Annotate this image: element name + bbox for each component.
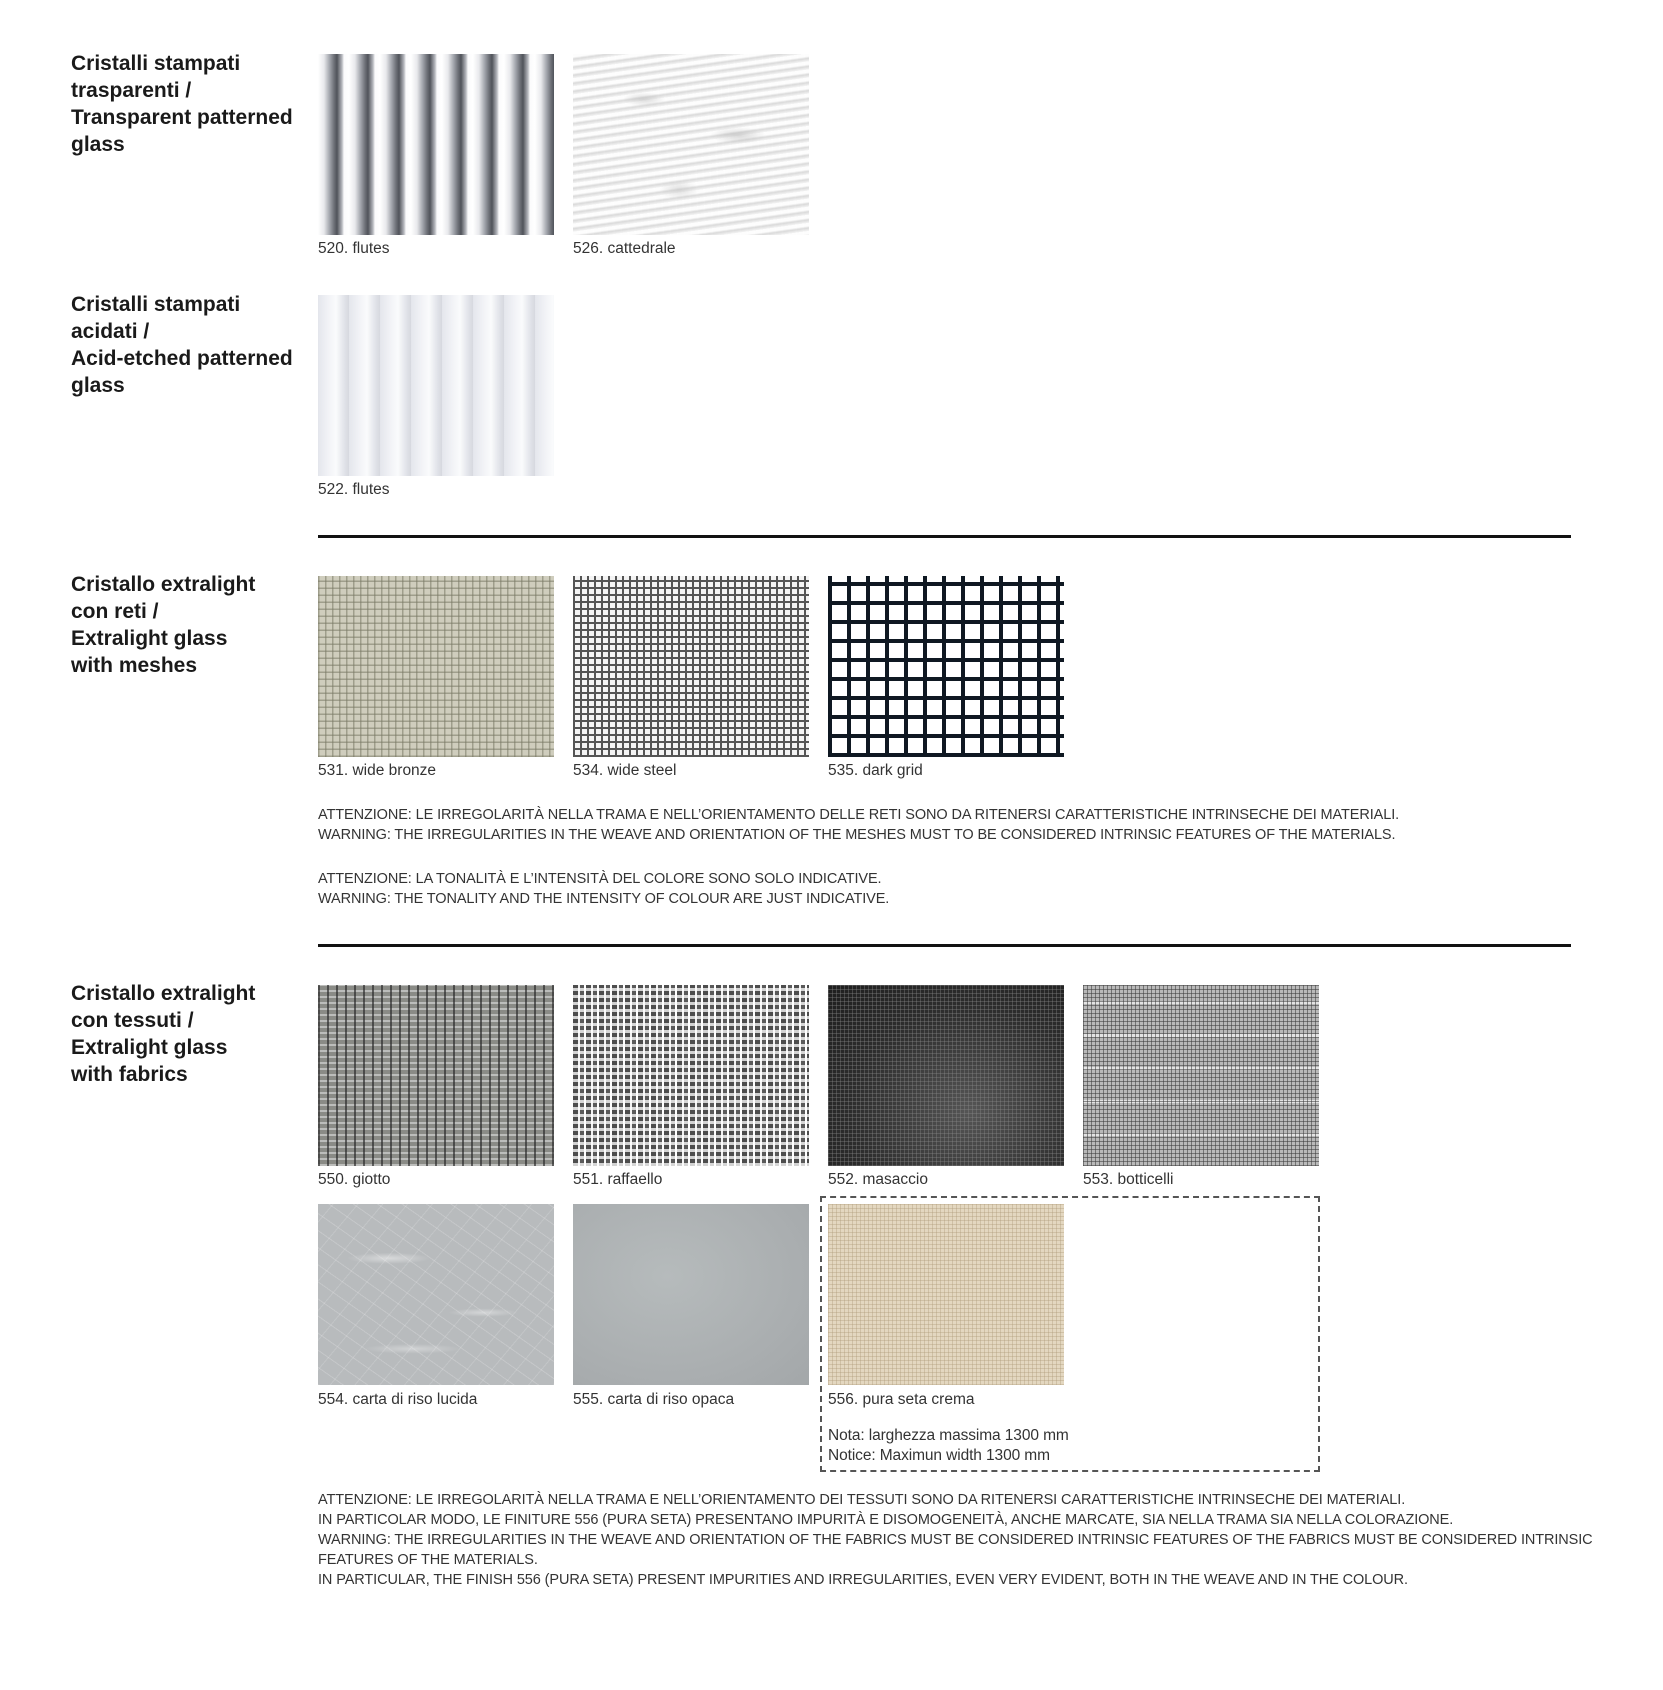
swatch-526-cattedrale[interactable] (573, 54, 809, 235)
section-title-extralight-meshes: Cristallo extralight con reti / Extralight glass with meshes (71, 573, 256, 677)
swatch-caption: 531. wide bronze (318, 762, 437, 779)
swatch-caption: 551. raffaello (573, 1171, 663, 1188)
swatch-caption: 554. carta di riso lucida (318, 1391, 478, 1408)
swatch-caption: 526. cattedrale (573, 240, 676, 257)
swatch-554-carta-di-riso-lucida[interactable] (318, 1204, 554, 1385)
note-line: ATTENZIONE: LE IRREGOLARITÀ NELLA TRAMA E NELL’ORIENTAMENTO DELLE RETI SONO DA RITENERSI CARATTERISTICHE INTRINSECHE DEI MATERIALI. (318, 807, 1400, 823)
note-line: WARNING: THE TONALITY AND THE INTENSITY OF COLOUR ARE JUST INDICATIVE. (318, 891, 890, 907)
section-title-acid-etched-patterned: Cristalli stampati acidati / Acid-etched patterned glass (71, 293, 293, 397)
note-line: ATTENZIONE: LA TONALITÀ E L’INTENSITÀ DEL COLORE SONO SOLO INDICATIVE. (318, 871, 882, 887)
swatch-caption: 535. dark grid (828, 762, 923, 779)
swatch-535-dark-grid[interactable] (828, 576, 1064, 757)
swatch-550-giotto[interactable] (318, 985, 554, 1166)
note-line: Notice: Maximun width 1300 mm (828, 1447, 1050, 1464)
section-title-extralight-fabrics: Cristallo extralight con tessuti / Extralight glass with fabrics (71, 982, 256, 1086)
swatch-552-masaccio[interactable] (828, 985, 1064, 1166)
section-divider (318, 535, 1571, 538)
swatch-caption: 520. flutes (318, 240, 390, 257)
swatch-caption: 550. giotto (318, 1171, 391, 1188)
swatch-520-flutes[interactable] (318, 54, 554, 235)
swatch-caption: 553. botticelli (1083, 1171, 1174, 1188)
swatch-caption: 534. wide steel (573, 762, 677, 779)
swatch-caption: 522. flutes (318, 481, 390, 498)
swatch-522-flutes[interactable] (318, 295, 554, 476)
note-line: FEATURES OF THE MATERIALS. (318, 1552, 538, 1568)
colour-warning-note (318, 869, 889, 909)
swatch-caption: 552. masaccio (828, 1171, 928, 1188)
swatch-531-wide-bronze[interactable] (318, 576, 554, 757)
note-line: IN PARTICOLAR MODO, LE FINITURE 556 (PURA SETA) PRESENTANO IMPURITÀ E DISOMOGENEITÀ, ANCHE MARCATE, SIA NELLA TRAMA SIA NELLA COLORAZIONE. (318, 1512, 1454, 1528)
note-line: Nota: larghezza massima 1300 mm (828, 1427, 1069, 1444)
swatch-551-raffaello[interactable] (573, 985, 809, 1166)
section-divider (318, 944, 1571, 947)
swatch-534-wide-steel[interactable] (573, 576, 809, 757)
swatch-caption: 555. carta di riso opaca (573, 1391, 735, 1408)
fabric-warning-note (318, 1490, 1593, 1590)
silk-width-note (828, 1426, 1069, 1466)
swatch-556-pura-seta-crema[interactable] (828, 1204, 1064, 1385)
swatch-555-carta-di-riso-opaca[interactable] (573, 1204, 809, 1385)
swatch-553-botticelli[interactable] (1083, 985, 1319, 1166)
section-title-transparent-patterned: Cristalli stampati trasparenti / Transparent patterned glass (71, 52, 293, 156)
note-line: ATTENZIONE: LE IRREGOLARITÀ NELLA TRAMA E NELL’ORIENTAMENTO DEI TESSUTI SONO DA RITENERSI CARATTERISTICHE INTRINSECHE DEI MATERIALI. (318, 1492, 1406, 1508)
note-line: WARNING: THE IRREGULARITIES IN THE WEAVE AND ORIENTATION OF THE MESHES MUST TO BE CONSIDERED INTRINSIC FEATURES OF THE MATERIALS. (318, 827, 1396, 843)
note-line: IN PARTICULAR, THE FINISH 556 (PURA SETA) PRESENT IMPURITIES AND IRREGULARITIES, EVEN VERY EVIDENT, BOTH IN THE WEAVE AND IN THE COLOUR. (318, 1572, 1408, 1588)
mesh-warning-note (318, 805, 1399, 845)
note-line: WARNING: THE IRREGULARITIES IN THE WEAVE AND ORIENTATION OF THE FABRICS MUST BE CONSIDERED INTRINSIC FEATURES OF THE FABRICS MUST BE CONSIDERED INTRINSIC (318, 1532, 1593, 1548)
swatch-caption: 556. pura seta crema (828, 1391, 975, 1408)
